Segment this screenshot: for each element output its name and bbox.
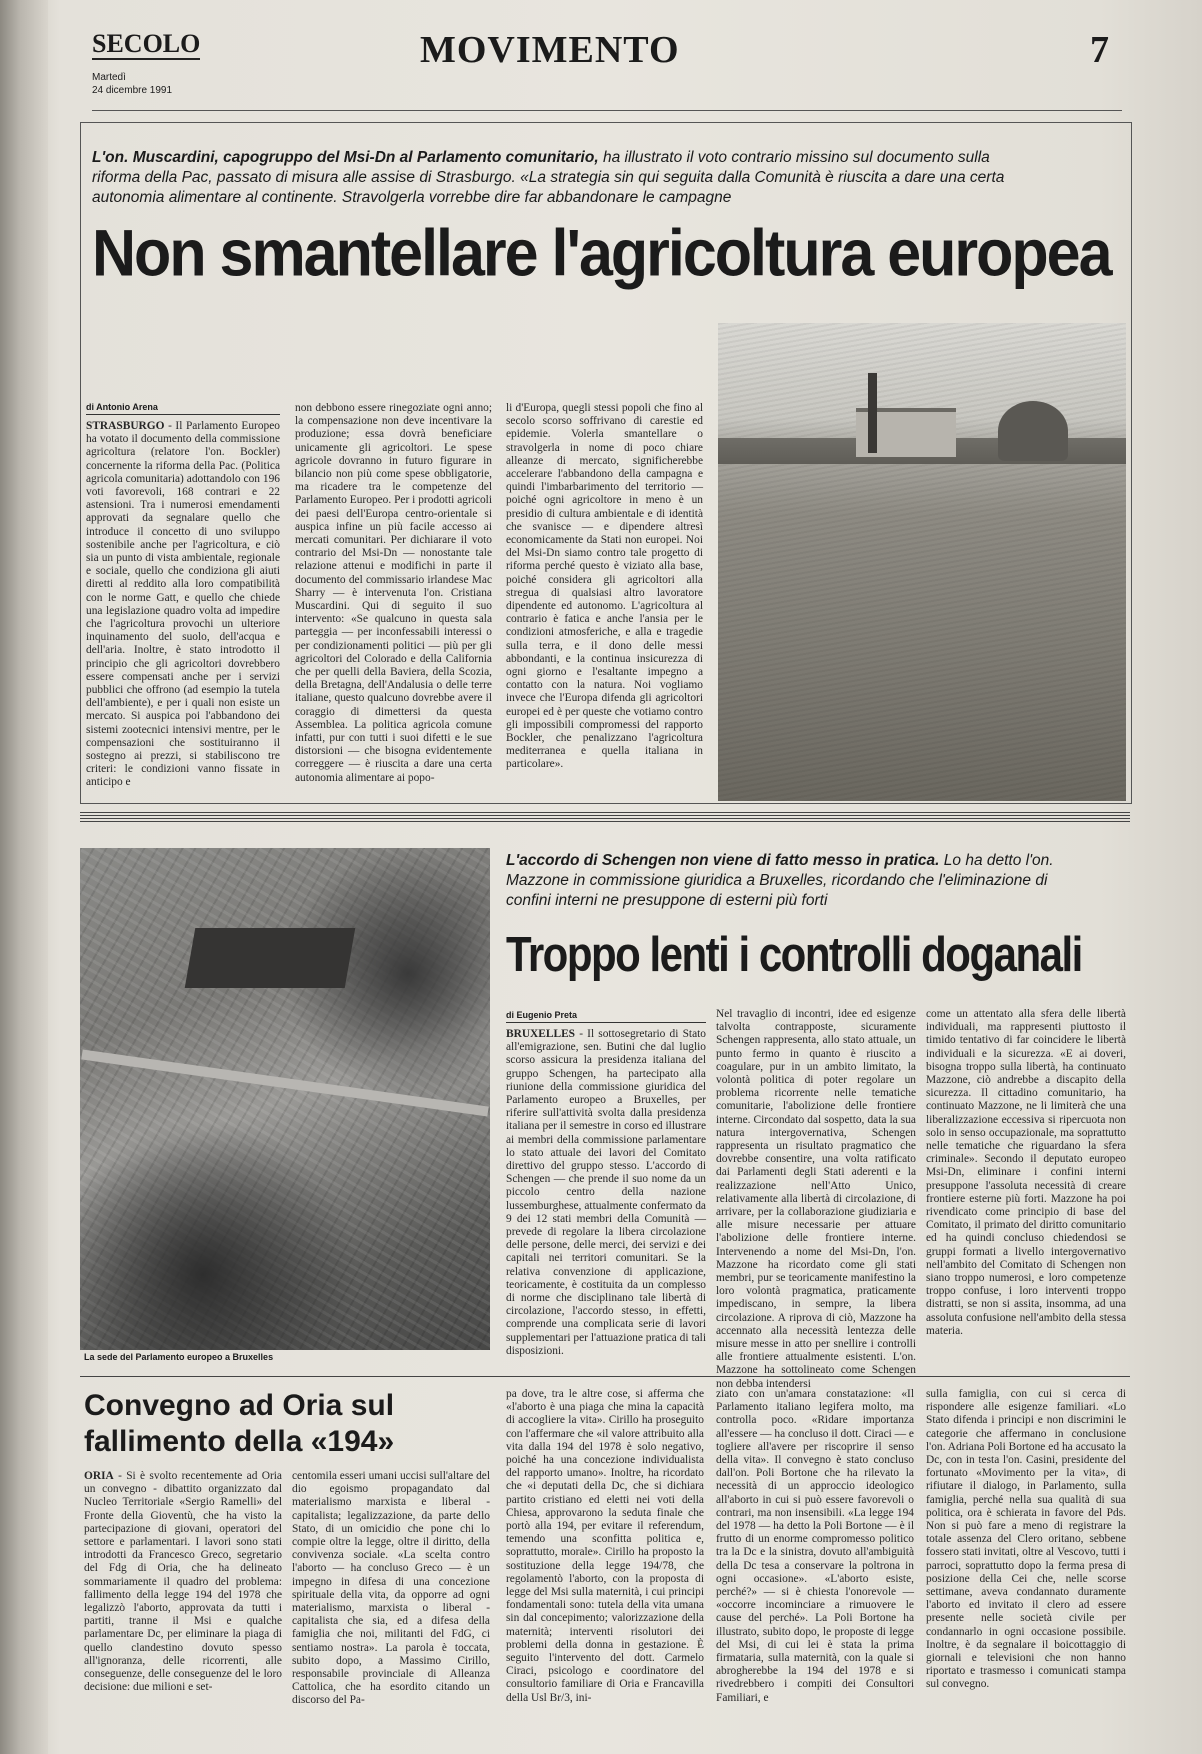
article-oria-column-4: ziato con un'amara constatazione: «Il Parlamento italiano legifera molto, ma controlla poco. «Ridare importanza all'essere — ha concluso il dott. Ciraci — e togliere all'avere per riscoprire il senso della vita». Il convegno è stato concluso dall'on. Poli Bortone che ha rilevato la necessità di un approccio ideologico all'aborto in cui si può essere favorevoli o contrari, ma non insensibili. «La legge 194 del 1978 — ha detto la Poli Bortone — è il frutto di un enorme compromesso politico tra la Dc e la sinistra, dovuto all'ambiguità della Dc tesa a conservare la poltrona in ogni occasione». «L'aborto esiste, perché?» — si è chiesta l'onorevole — «occorre incominciare a rimuovere le cause del perché». La Poli Bortone ha illustrato, subito dopo, le proposte di legge del Msi, di cui lei è stata la prima firmataria, sulla maternità, con la quale si abrogherebbe la 194 del 1978 e si rivedrebbero i compiti dei Consultori Familiari, e (716, 1388, 914, 1704)
article-agriculture-column-2: non debbono essere rinegoziate ogni anno; la compensazione non deve incentivare la produzione; essa dovrà beneficiare unicamente gli agricoltori. Le spese agricole dovranno in futuro figurare in bilancio non più come spese obbligatorie, ma ricadere tra le competenze del Parlamento Europeo. Per i prodotti agricoli dei paesi dell'Europa centro-orientale si auspica infine un più facile accesso ai mercati comunitari. Per dichiarare il voto contrario del Msi-Dn — nonostante tale relazione attenui e modifichi in parte il documento del commissario irlandese Mac Sharry — è intervenuta l'on. Cristiana Muscardini. Qui di seguito il suo intervento: «Se qualcuno in questa sala parteggia — per inconfessabili interessi o per condizionamenti politici — più per gli agricoltori del Colorado e della California che per quelli della Baviera, della Scozia, della Bretagna, dell'Andalusia o delle terre italiane, questo qualcuno dovrebbe avere il coraggio di dimettersi da questa Assemblea. La politica agricola comune infatti, pur con tutti i suoi difetti e le sue distorsioni — che bisogna evidentemente correggere — è riuscita a dare una certa autonomia alimentare ai popo- (295, 402, 492, 784)
dateline: BRUXELLES (506, 1028, 576, 1040)
article-oria-column-2: centomila esseri umani uccisi sull'altare del dio egoismo propagandato dal materialismo marxista e liberal - capitalista; legalizzazione, da parte dello Stato, di un omicidio che pone chi lo compie oltre la legge, oltre il diritto, della convivenza sociale. «La scelta contro l'aborto — ha concluso Greco — è un impegno in difesa di una concezione spirituale della vita, da opporre ad ogni materialismo, marxista o liberal - capitalista che sia, ed a difesa della famiglia che noi, militanti del FdG, ci sentiamo nostra». La parola è toccata, subito dopo, a Massimo Cirillo, responsabile provinciale di Alleanza Cattolica, che ha esordito citando un discorso del Pa- (292, 1470, 490, 1707)
lead-bold: L'on. Muscardini, capogruppo del Msi-Dn al Parlamento comunitario, (92, 149, 599, 166)
photo-chimney (868, 373, 877, 453)
dateline: ORIA (84, 1470, 114, 1482)
article-schengen-column-2: Nel travaglio di incontri, idee ed esigenze talvolta contrapposte, sicuramente Schengen rappresenta, allo stato attuale, un punto fermo in quanto è riuscito a coagulare, pur in un ambito limitato, la volontà politica di poter regolare un problema ricorrente nelle tematiche comunitarie, l'abolizione delle frontiere interne. Circondato dal sospetto, data la sua natura intergovernativa, Schengen rappresenta un risultato pragmatico che dovrebbe consentire, una volta ratificato dai Parlamenti degli Stati aderenti e la realizzazione nell'Atto Unico, relativamente alla libertà di circolazione, di arrivare, per la collaborazione giudiziaria e alle misure necessarie per attuare l'abolizione delle frontiere interne. Intervenendo a nome del Msi-Dn, l'on. Mazzone ha ricordato come gli stati membri, pur se teoricamente manifestino la loro volontà pragmatica, praticamente impediscano, in sempre, la libera circolazione. A riprova di ciò, Mazzone ha accennato alla necessità lentezza delle misure messe in atto per snellire i controlli alle frontiere attualmente esistenti. L'on. Mazzone ha sottolineato come Schengen non debba intendersi (716, 1008, 916, 1390)
article-schengen-column-1 (506, 1028, 706, 1370)
lead-bold: L'accordo di Schengen non viene di fatto messo in pratica. (506, 852, 940, 869)
dateline: STRASBURGO (86, 420, 165, 432)
article-agriculture-lead (92, 148, 1032, 208)
photo-tree (998, 401, 1068, 461)
photo-wheat-field (718, 323, 1126, 801)
column-text: - Si è svolto recentemente ad Oria un convegno - dibattito organizzato dal Nucleo Territoriale «Sergio Ramelli» del Fronte della Gioventù, che ha visto la partecipazione di giovani, operatori del settore e parlamentari. I lavori sono stati introdotti da Francesco Greco, segretario del Fdg di Oria, che ha delineato sommariamente il quadro del problema: fallimento della legge 194 del 1978 che legalizzò l'aborto, approvata da tutti i partiti, tranne il Msi e qualche parlamentare Dc, per eliminare la piaga di quello clandestino dovuto spesso all'ignoranza, delle ricorrenti, alle conseguenze, delle conseguenze del le loro decisione: due milioni e set- (84, 1470, 282, 1694)
masthead-day: Martedì (92, 72, 126, 83)
article-oria-column-1 (84, 1470, 282, 1722)
section-separator (80, 812, 1130, 824)
lead-text: Lo ha detto l'on. Mazzone in commissione giuridica a Bruxelles, ricordando che l'eliminazione di confini interni ne presuppone di esterni più forti (506, 852, 1054, 909)
article-agriculture-column-1 (86, 420, 280, 808)
article-agriculture-headline: Non smantellare l'agricoltura europea (92, 216, 1111, 290)
page-number: 7 (1090, 29, 1109, 71)
article-oria-column-3: pa dove, tra le altre cose, si afferma che «l'aborto è una piaga che mina la capacità di accogliere la vita». Cirillo ha proseguito con l'affermare che «il valore attribuito alla vita dalla 194 del 1978 è solo negativo, poiché ha una concezione individualista del rapporto umano». Inoltre, ha ricordato che «i deputati della Dc, che si dichiara partito cristiano ed eletti nei voti della Chiesa, approvarono la seduta finale che portò alla 194, per evitare il referendum, temendo una sconfitta politica e, soprattutto, morale». Cirillo ha proposto la sostituzione della legge 194/78, che regolamentò l'aborto, con la proposta di legge del Msi sulla maternità, i cui principi fondamentali sono: tutela della vita umana sin dal concepimento; valorizzazione della maternità; interventi risolutori dei problemi della donna in gestazione. È seguito l'intervento del dott. Carmelo Ciraci, psicologo e coordinatore del consultorio familiare di Oria e Francavilla della Usl Br/3, ini- (506, 1388, 704, 1704)
masthead-logo: SECOLO (92, 29, 201, 58)
photo-building (185, 928, 356, 988)
article-agriculture-column-3: li d'Europa, quegli stessi popoli che fino al secolo scorso soffrivano di carestie ed epidemie. Volerla smantellare o stravolgerla in nome di poco chiare alleanze di mercato, significherebbe accelerare l'abbandono della campagna e quindi l'imbarbarimento del territorio — poiché ogni agricoltore in meno è un presidio di cultura ambientale e di identità che svanisce — e dipendere altresì economicamente da Stati non europei. Noi del Msi-Dn siamo contro tale progetto di riforma perché questo è viziato alla base, poiché considera gli agricoltori alla stregua di qualsiasi altro lavoratore dipendente ed autonomo. L'agricoltura al contrario è fatica e anche l'ansia per le condizioni atmosferiche, e alla e tragedie sulla terra, e il dono delle messi abbondanti, e la continua insicurezza di ogni giorno e l'esaltante impegno a contatto con la natura. Noi vogliamo invece che l'Europa difenda gli agricoltori europei ed è per queste che votiamo contro gli impossibili compromessi del rapporto Bockler, che penalizzano l'agricoltura mediterranea e quella italiana in particolare». (506, 402, 703, 771)
column-text: - Il sottosegretario di Stato all'emigrazione, sen. Butini che dal luglio scorso assicura la presidenza italiana del gruppo Schengen, ha partecipato alla riunione della commissione giuridica del Parlamento europeo a Bruxelles, per riferire sull'attività svolta dalla presidenza italiana per il semestre in corso ed illustrare ai membri della commissione parlamentare lo stato attuale dei lavori del Comitato direttivo del gruppo stesso. L'accordo di Schengen — che prende il suo nome da un piccolo centro della nazione lussemburghese, attualmente confermato da 9 dei 12 stati membri della Comunità — prevede di regolare la libera circolazione delle persone, delle merci, dei servizi e dei capitali nei territori comunitari. Se la relativa convenzione di applicazione, teoricamente, è costituita da un complesso di norme che disciplinano tale libertà di circolazione, l'accordo stesso, in effetti, comprende una complicata serie di lavori supplementari per l'attuazione pratica di tali disposizioni. (506, 1028, 706, 1357)
photo-parliament-brussels (80, 848, 490, 1350)
section-rule (80, 1376, 1130, 1377)
article-schengen-byline: di Eugenio Preta (506, 1010, 706, 1023)
article-agriculture-byline: di Antonio Arena (86, 402, 280, 415)
photo-road (81, 1050, 488, 1117)
section-title: MOVIMENTO (420, 29, 680, 71)
page-fold-shadow (0, 0, 48, 1754)
lead-text: ha illustrato il voto contrario missino sul documento sulla riforma della Pac, passato di misura alle assise di Strasburgo. «La strategia sin qui seguita dalla Comunità è riuscita a dare una certa autonomia alimentare al continente. Stravolgerla vorrebbe dire far abbandonare le campagne (92, 149, 1005, 206)
article-schengen-lead (506, 851, 1066, 911)
photo-caption: La sede del Parlamento europeo a Bruxelles (84, 1352, 274, 1362)
article-schengen-headline: Troppo lenti i controlli doganali (506, 926, 1082, 982)
masthead-rule (92, 110, 1122, 111)
masthead-date: 24 dicembre 1991 (92, 85, 173, 96)
article-oria-column-5: sulla famiglia, con cui si cerca di rispondere alle esigenze familiari. «Lo Stato difenda i principi e non discrimini le categorie che affermano in conclusione l'on. Adriana Poli Bortone ed ha accusato la Dc, con in testa l'on. Casini, presidente del fortunato «Movimento per la vita», di rifiutare il dialogo, in Parlamento, sulla famiglia, perché nella sua qualità di sua politica, ora è schierata in favore del Pds. Non si può fare a meno di registrare la totale assenza del Clero oritano, sebbene fossero stati invitati, oltre al Vescovo, tutti i parroci, soprattutto dopo la ferma presa di posizione della Cei che, nelle scorse settimane, aveva condannato duramente l'aborto ed invitato il clero ad essere presente nelle società civile per condannarlo in ogni occasione possibile. Inoltre, è da segnalare il boicottaggio di giornali e televisioni che non hanno riportato e trasmesso i comunicati stampa sul convegno. (926, 1388, 1126, 1691)
column-text: - Il Parlamento Europeo ha votato il documento della commissione agricoltura (relatore l'on. Bockler) concernente la riforma della Pac. (Politica agricola comunitaria) adottandolo con 196 voti favorevoli, 168 contrari e 22 astensioni. Tra i numerosi emendamenti approvati da segnalare quello che introduce il concetto di uno sviluppo sostenibile anche per l'agricoltura, e ciò sia un punto di vista ambientale, regionale e sociale, quello che condiziona gli aiuti diretti al reddito alla loro compatibilità con le norme Gatt, e quello che chiede una legislazione quadro volta ad impedire che l'agricoltura provochi un ulteriore inquinamento del suolo, dell'acqua e dell'aria. Inoltre, è stato introdotto il principio che gli agricoltori dovrebbero essere compensati anche per i servizi pubblici che offrono (ad esempio la tutela dell'ambiente), e per i quali non esiste un mercato. Si auspica poi l'abbandono dei sistemi zootecnici intensivi mentre, per le compensazioni che sostituiranno il sostegno ai prezzi, si stabiliscono tre criteri: le condizioni vanno fissate in anticipo e (86, 420, 280, 789)
article-oria-headline: Convegno ad Oria sul fallimento della «194» (84, 1389, 395, 1458)
article-schengen-column-3: come un attentato alla sfera delle libertà individuali, ma rappresenti piuttosto il timido tentativo di far coincidere le libertà individuali e la sicurezza. «E ai doveri, bisogna troppo sulla libertà, ha continuato Mazzone, ciò andrebbe a discapito della sicurezza. Il cittadino comunitario, ha continuato Mazzone, ne li limiterà che una liberalizzazione eccessiva si ripercuota non solo in senso occupazionale, ma soprattutto nelle tematiche che riguardano la sfera criminale». Secondo il deputato europeo Msi-Dn, eliminare i confini interni presuppone l'assoluta necessità di creare frontiere esterne più forti. Mazzone ha poi rivendicato come principio di base del Comitato, il primato del diritto comunitario ed ha quindi concluso chiedendosi se gruppi formati a livello intergovernativo nell'ambito del Comitato di Schengen non siano troppo numerosi, e loro competenze troppo confuse, i loro interventi troppo distratti, se non si assita, insomma, ad una assoluta confusione nell'ambito della stessa materia. (926, 1008, 1126, 1337)
